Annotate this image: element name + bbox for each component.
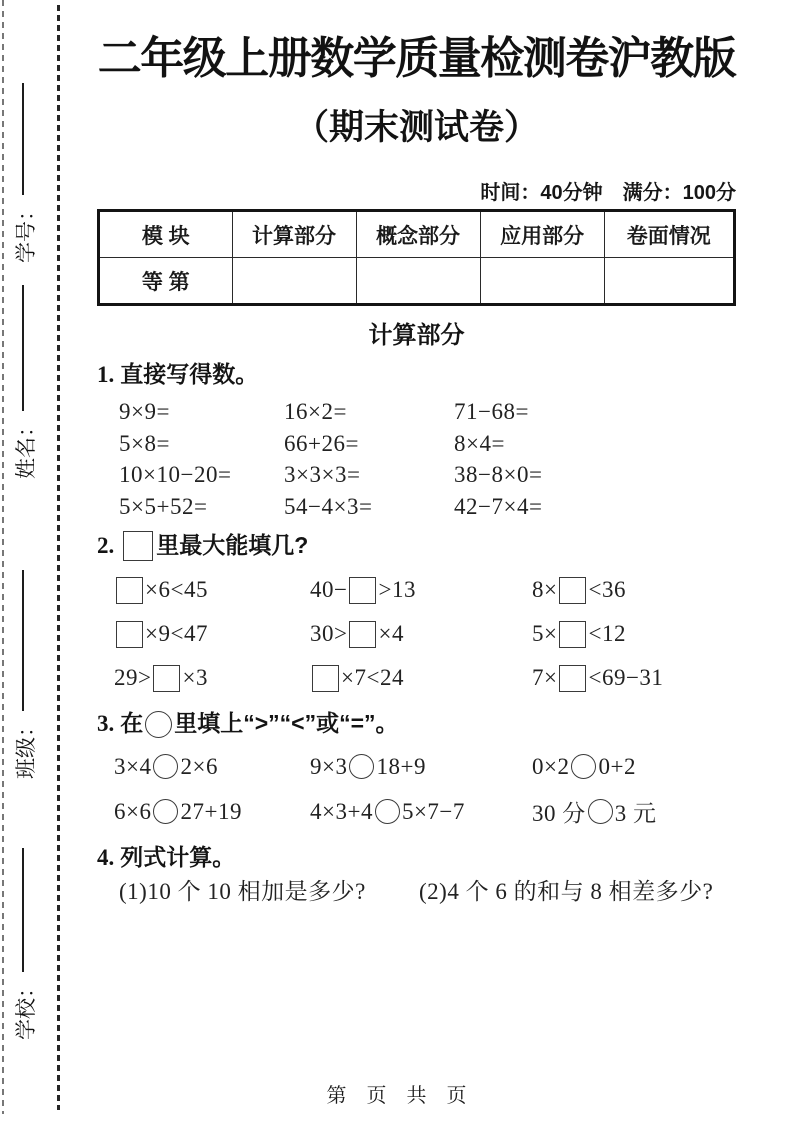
grade-cell-application[interactable] (480, 258, 604, 305)
main-content (97, 0, 736, 908)
question-3-prompt: 在 里填上“>”“<”或“=”。 (120, 710, 399, 736)
page-subtitle: （期末测试卷） (293, 108, 539, 147)
fill-blank-expression[interactable]: 29> ×3 (114, 665, 208, 690)
binding-cut-dashed-line (57, 5, 60, 1110)
blank-box[interactable] (153, 665, 180, 692)
math-expression[interactable]: 8×4= (454, 430, 505, 456)
score-table-header-row (99, 211, 735, 258)
math-expression[interactable]: 10×10−20= (119, 462, 232, 487)
word-problem[interactable]: (2)4 个 6 的和与 8 相差多少? (419, 879, 714, 904)
student-id-field-block (12, 83, 56, 263)
compare-circle[interactable] (349, 754, 374, 779)
page-footer: 第 页 共 页 (326, 1085, 467, 1107)
score-header-neatness: 卷面情况 (604, 211, 734, 258)
compare-circle[interactable] (153, 799, 178, 824)
grade-row-label: 等 第 (99, 258, 233, 305)
score-header-concept: 概念部分 (356, 211, 480, 258)
question-4-heading (97, 841, 736, 874)
math-expression[interactable]: 66+26= (284, 430, 359, 456)
compare-circle[interactable] (571, 754, 596, 779)
blank-box[interactable] (116, 621, 143, 648)
class-label: 班级： (14, 716, 38, 779)
question-2-items (97, 568, 736, 700)
compare-circle[interactable] (145, 711, 172, 738)
fill-blank-expression[interactable]: ×7<24 (310, 656, 532, 700)
grade-cell-calculation[interactable] (232, 258, 356, 305)
blank-box[interactable] (349, 577, 376, 604)
blank-box[interactable] (559, 665, 586, 692)
fill-blank-expression[interactable]: 5× <12 (532, 621, 626, 646)
fill-blank-expression[interactable]: 30> ×4 (310, 621, 404, 646)
math-expression[interactable]: 71−68= (454, 399, 529, 424)
blank-box[interactable] (123, 531, 153, 561)
question-4-number: 4. (97, 845, 115, 870)
grade-cell-concept[interactable] (356, 258, 480, 305)
blank-box[interactable] (559, 577, 586, 604)
question-4-prompt: 列式计算。 (120, 844, 236, 870)
score-header-calculation: 计算部分 (232, 211, 356, 258)
paper-edge-dashed-line (2, 0, 4, 1114)
compare-circle[interactable] (153, 754, 178, 779)
compare-expression[interactable]: 0×2 0+2 (532, 753, 636, 779)
page-title: 二年级上册数学质量检测卷沪教版 (97, 34, 736, 83)
class-field-block (12, 570, 56, 779)
compare-expression[interactable]: 3×4 2×6 (114, 753, 218, 779)
score-table (97, 209, 736, 306)
blank-box[interactable] (116, 577, 143, 604)
question-3-heading (97, 707, 736, 740)
compare-expression[interactable]: 4×3+4 5×7−7 (310, 798, 465, 824)
question-3-number: 3. (97, 711, 115, 736)
math-expression[interactable]: 16×2= (284, 399, 347, 424)
math-expression[interactable]: 5×5+52= (119, 493, 208, 519)
math-expression[interactable]: 5×8= (119, 430, 170, 456)
time-score-meta: 时间：40分钟 满分：100分 (480, 182, 736, 204)
student-id-label: 学号： (14, 200, 38, 263)
math-expression[interactable]: 3×3×3= (284, 462, 361, 487)
compare-expression[interactable]: 6×6 27+19 (114, 798, 242, 824)
fill-blank-expression[interactable]: ×6<45 (114, 568, 310, 612)
blank-box[interactable] (559, 621, 586, 648)
math-expression[interactable]: 9×9= (119, 399, 170, 424)
compare-expression[interactable]: 30 分 3 元 (532, 801, 657, 826)
fill-blank-expression[interactable]: 40− >13 (310, 577, 416, 602)
compare-circle[interactable] (375, 799, 400, 824)
score-header-module: 模 块 (99, 211, 233, 258)
name-field-block (12, 285, 56, 479)
name-label: 姓名： (14, 416, 38, 479)
name-blank-line[interactable] (22, 285, 24, 411)
word-problem[interactable]: (1)10 个 10 相加是多少? (119, 879, 366, 904)
school-blank-line[interactable] (22, 848, 24, 972)
compare-circle[interactable] (588, 799, 613, 824)
fill-blank-expression[interactable]: ×9<47 (114, 612, 310, 656)
question-1-prompt: 直接写得数。 (120, 361, 259, 387)
question-1-heading (97, 358, 736, 391)
student-id-blank-line[interactable] (22, 83, 24, 195)
section-title: 计算部分 (368, 322, 465, 349)
question-1-number: 1. (97, 362, 115, 387)
blank-box[interactable] (349, 621, 376, 648)
question-4-items (97, 876, 736, 908)
math-expression[interactable]: 38−8×0= (454, 462, 543, 487)
math-expression[interactable]: 42−7×4= (454, 493, 543, 519)
question-2-prompt: 里最大能填几? (120, 532, 308, 558)
fill-blank-expression[interactable]: 7× <69−31 (532, 665, 664, 690)
score-header-application: 应用部分 (480, 211, 604, 258)
grade-cell-neatness[interactable] (604, 258, 734, 305)
school-field-block (12, 848, 56, 1040)
fill-blank-expression[interactable]: 8× <36 (532, 577, 626, 602)
class-blank-line[interactable] (22, 570, 24, 711)
score-table-grade-row (99, 258, 735, 305)
question-3-items (97, 744, 736, 834)
blank-box[interactable] (312, 665, 339, 692)
question-1-items (97, 396, 736, 522)
school-label: 学校： (14, 977, 38, 1040)
question-2-number: 2. (97, 533, 115, 558)
math-expression[interactable]: 54−4×3= (284, 493, 373, 519)
compare-expression[interactable]: 9×3 18+9 (310, 753, 426, 779)
question-2-heading (97, 529, 736, 562)
